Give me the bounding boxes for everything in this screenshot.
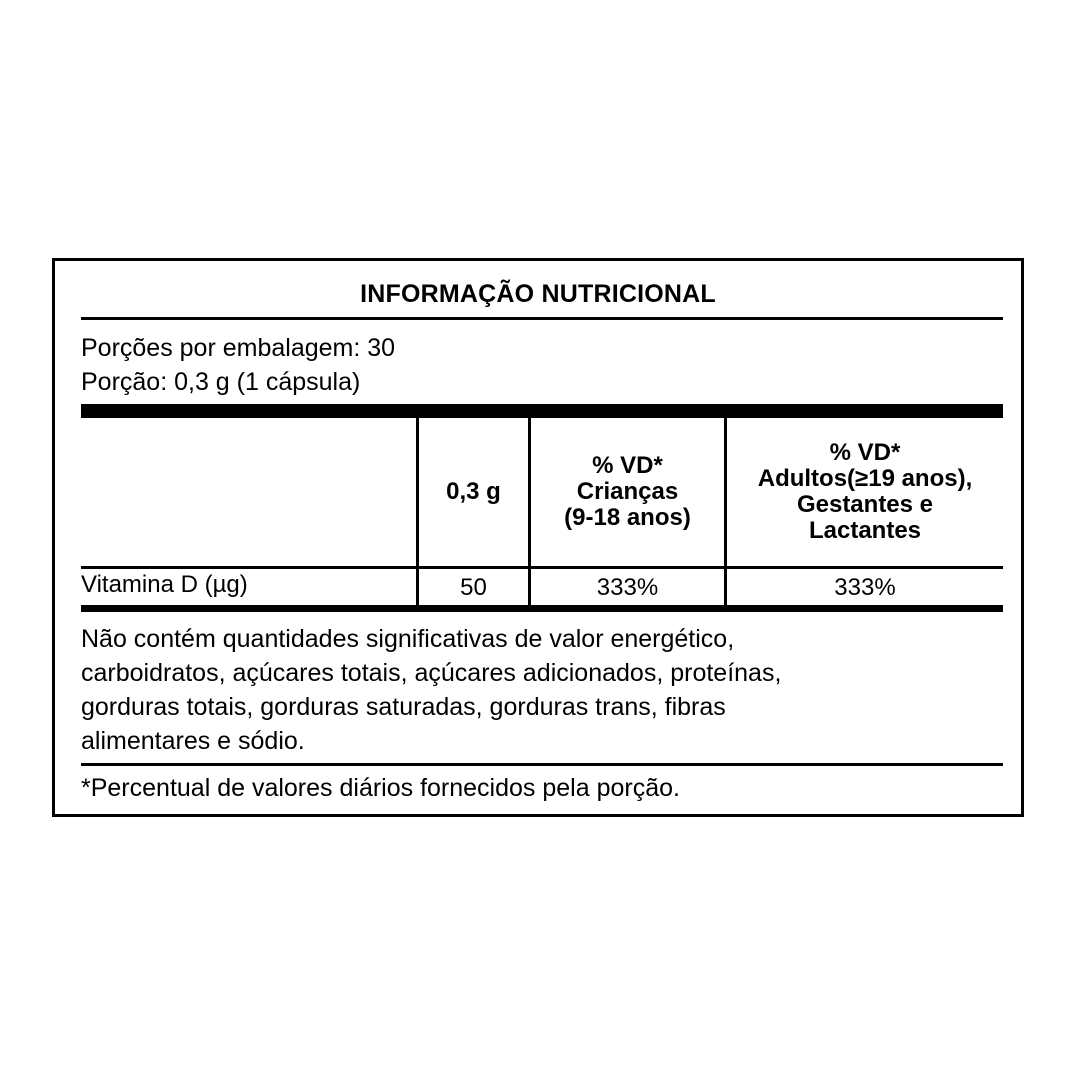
header-vd-children-line-2: Crianças: [576, 478, 679, 505]
nutrition-facts-panel: [52, 258, 1024, 817]
header-amount: [419, 418, 528, 566]
table-row-vd-children: 333%: [596, 574, 659, 601]
footnote: *Percentual de valores diários fornecidos pela porção.: [81, 774, 680, 802]
table-row-nutrient: Vitamina D (µg): [81, 571, 248, 598]
footnote-divider: [81, 763, 1003, 766]
portion-size: Porção: 0,3 g (1 cápsula): [81, 368, 361, 396]
nutrient-note-line-3: gorduras totais, gorduras saturadas, gorduras trans, fibras: [81, 693, 726, 721]
table-row-vd-adults: 333%: [834, 574, 896, 601]
panel-title: INFORMAÇÃO NUTRICIONAL: [360, 280, 716, 308]
table-row-amount: 50: [460, 574, 487, 601]
header-amount-label: 0,3 g: [446, 478, 501, 505]
header-divider: [81, 566, 1003, 569]
nutrient-note: [81, 622, 981, 758]
header-vd-children-line-1: % VD*: [592, 452, 663, 479]
header-vd-adults-line-3: Gestantes e: [796, 491, 934, 518]
header-vd-adults-line-4: Lactantes: [808, 517, 922, 544]
header-vd-children: [531, 418, 724, 566]
header-vd-adults-line-1: % VD*: [829, 439, 901, 466]
nutrient-note-line-4: alimentares e sódio.: [81, 727, 305, 755]
header-vd-adults: [727, 418, 1003, 566]
title-divider: [81, 317, 1003, 320]
servings-per-package: Porções por embalagem: 30: [81, 334, 396, 362]
table-bottom-divider: [81, 605, 1003, 612]
nutrient-note-line-2: carboidratos, açúcares totais, açúcares adicionados, proteínas,: [81, 659, 782, 687]
header-vd-adults-line-2: Adultos(≥19 anos),: [757, 465, 973, 492]
nutrient-note-line-1: Não contém quantidades significativas de valor energético,: [81, 625, 735, 653]
header-vd-children-line-3: (9-18 anos): [564, 504, 691, 531]
thick-divider: [81, 404, 1003, 418]
